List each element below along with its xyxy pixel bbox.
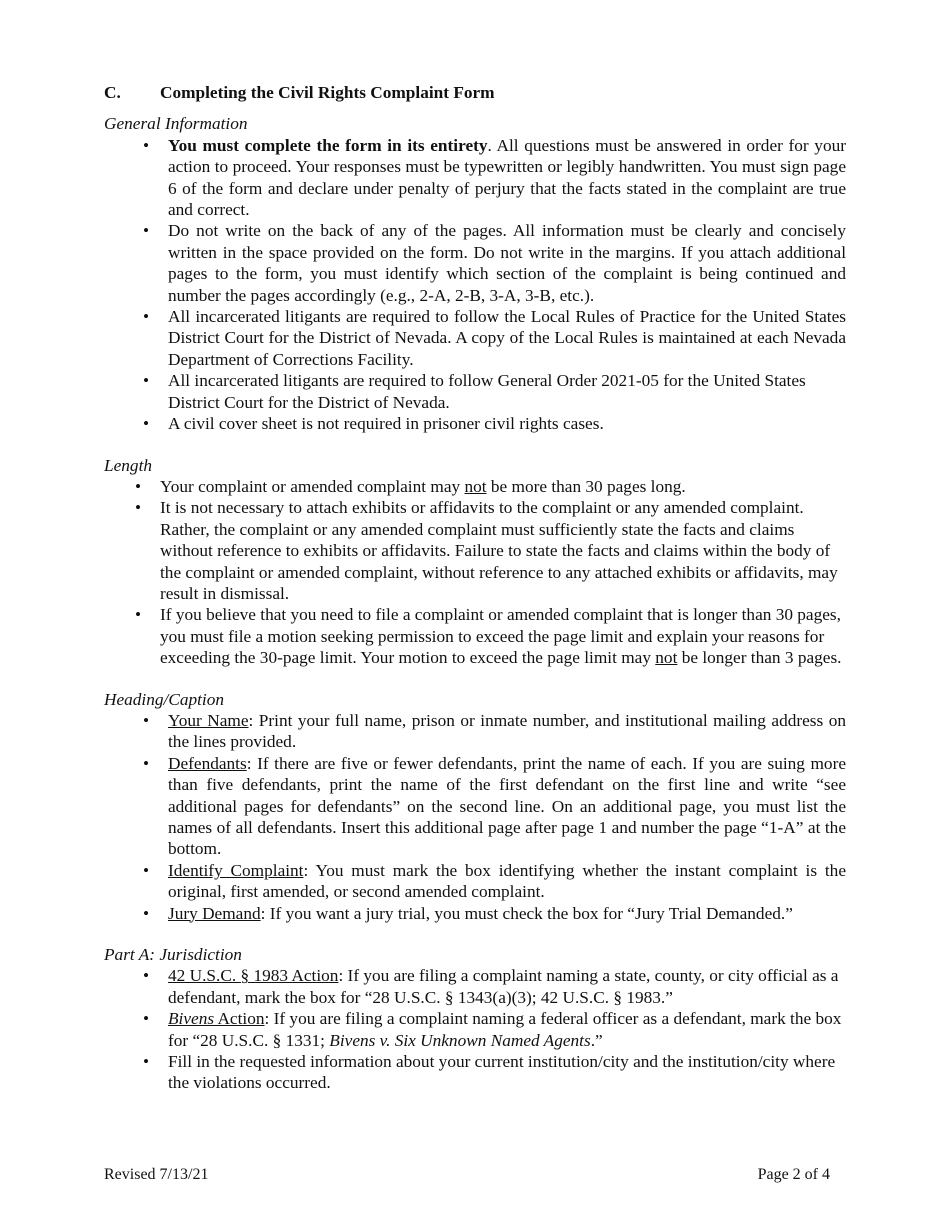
list-item: • Your complaint or amended complaint may not be more than 30 pages long.: [104, 476, 846, 497]
list-item: • You must complete the form in its entirety. All questions must be answered in order for your action to proceed. Your responses must be typewritten or legibly handwritten. You must sign page 6 of the form and declare under penalty of perjury that the facts stated in the complaint are true and correct.: [104, 135, 846, 221]
jurisdiction-heading: Part A: Jurisdiction: [104, 945, 242, 965]
length-list: [104, 476, 846, 669]
list-item: • Identify Complaint: You must mark the box identifying whether the instant complaint is the original, first amended, or second amended complaint.: [104, 860, 846, 903]
general-information-heading: General Information: [104, 114, 248, 134]
length-heading: Length: [104, 455, 153, 475]
heading-caption-list: [104, 710, 846, 924]
list-item: • Bivens Action: If you are filing a complaint naming a federal officer as a defendant, mark the box for “28 U.S.C. § 1331; Bivens v. Six Unknown Named Agents.”: [104, 1008, 846, 1051]
section-heading: [104, 82, 846, 103]
section-title: Completing the Civil Rights Complaint Form: [160, 83, 495, 102]
list-item: • 42 U.S.C. § 1983 Action: If you are filing a complaint naming a state, county, or city official as a defendant, mark the box for “28 U.S.C. § 1343(a)(3); 42 U.S.C. § 1983.”: [104, 965, 846, 1008]
section-letter: C.: [104, 83, 121, 102]
revised-date: Revised 7/13/21: [104, 1166, 209, 1183]
heading-caption-heading: Heading/Caption: [104, 689, 225, 709]
list-item: • Do not write on the back of any of the pages. All information must be clearly and concisely written in the space provided on the form. Do not write in the margins. If you attach additional pages to the form, you must identify which section of the complaint is being continued and number the pages accordingly (e.g., 2-A, 2-B, 3-A, 3-B, etc.).: [104, 220, 846, 306]
list-item: • Your Name: Print your full name, prison or inmate number, and institutional mailing address on the lines provided.: [104, 710, 846, 753]
list-item: • Jury Demand: If you want a jury trial, you must check the box for “Jury Trial Demanded.”: [104, 903, 846, 924]
page-number: Page 2 of 4: [757, 1166, 830, 1183]
list-item: • It is not necessary to attach exhibits or affidavits to the complaint or any amended complaint. Rather, the complaint or any amended complaint must sufficiently state the facts and claims without reference to exhibits or affidavits. Failure to state the facts and claims within the body of the complaint or amended complaint, without reference to any attached exhibits or affidavits, may result in dismissal.: [104, 497, 846, 604]
list-item: • A civil cover sheet is not required in prisoner civil rights cases.: [104, 413, 846, 434]
document-page: [104, 82, 846, 1094]
list-item: • All incarcerated litigants are required to follow the Local Rules of Practice for the United States District Court for the District of Nevada. A copy of the Local Rules is maintained at each Nevada Department of Corrections Facility.: [104, 306, 846, 370]
general-information-list: [104, 135, 846, 435]
jurisdiction-list: [104, 965, 846, 1093]
list-item: • Fill in the requested information about your current institution/city and the institution/city where the violations occurred.: [104, 1051, 846, 1094]
list-item: • Defendants: If there are five or fewer defendants, print the name of each. If you are suing more than five defendants, print the name of the first defendant on the first line and write “see additional pages for defendants” on the second line. On an additional page, you must list the names of all defendants. Insert this additional page after page 1 and number the page “1-A” at the bottom.: [104, 753, 846, 860]
list-item: • All incarcerated litigants are required to follow General Order 2021-05 for the United States District Court for the District of Nevada.: [104, 370, 846, 413]
list-item: • If you believe that you need to file a complaint or amended complaint that is longer than 30 pages, you must file a motion seeking permission to exceed the page limit and explain your reasons for exceeding the 30-page limit. Your motion to exceed the page limit may not be longer than 3 pages.: [104, 604, 846, 668]
